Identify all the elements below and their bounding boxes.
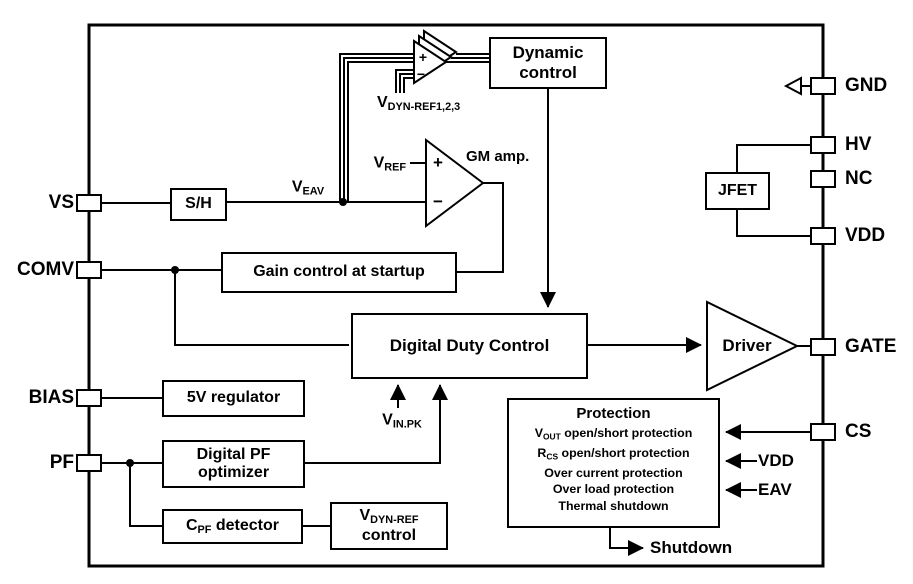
gm-plus-sign: + [433,153,443,172]
cpf-sub: PF [197,523,212,536]
signal-vinpk [382,411,422,430]
prot-0-main: V [534,426,543,441]
wire-veav-cmp-1 [340,54,424,202]
block-vdyn-ref-control [330,502,448,550]
pin-gnd-square [811,78,835,94]
block-jfet [705,172,770,210]
pin-label-nc: NC [845,168,873,189]
block-protection [507,398,720,528]
prot-0-rest: open/short protection [560,426,693,441]
block-label-line1: Digital PF [196,445,271,463]
junction-dot-pf [126,459,134,467]
signal-shutdown: Shutdown [650,538,733,557]
block-label: Digital Duty Control [389,336,550,356]
pin-label-vdd: VDD [845,225,886,246]
block-label [186,517,279,537]
signal-vdynref123 [377,94,460,113]
junction-dots [126,198,347,467]
wire-jfet-vdd [737,210,811,236]
vinpk-main: V [382,411,393,429]
veav-main: V [291,178,303,196]
pin-label-bias: BIAS [28,387,74,408]
block-dynamic-control [489,37,607,89]
pin-gate-square [811,339,835,355]
protection-title: Protection [576,405,651,422]
vdynctl-main: V [359,507,371,525]
pin-cs-square [811,424,835,440]
wire-vdynref-cmp-3 [404,78,414,93]
driver-label: Driver [722,336,772,355]
block-cpf-detector [162,509,303,544]
wire-pf-cpf [130,463,162,526]
block-label: S/H [185,195,212,213]
pin-comv-square [77,262,101,278]
veav-sub: EAV [302,185,325,198]
vdynctl-sub: DYN-REF [370,514,419,527]
pin-label-pf: PF [49,452,74,473]
pin-label-gnd: GND [845,75,888,96]
comparator-plus-sign: + [418,49,428,65]
vdynref123-sub: DYN-REF1,2,3 [387,101,461,114]
gm-minus-sign: − [433,192,443,211]
block-label-line1: Dynamic [512,43,584,63]
cpf-rest: detector [211,516,280,534]
wire-hv-jfet [737,145,811,172]
junction-dot-comv [171,266,179,274]
ground-arrow-icon [786,78,801,94]
pin-label-comv: COMV [17,259,74,280]
protection-item [535,425,693,445]
signal-vref [374,154,406,173]
wire-protection-shutdown [610,528,643,548]
prot-1-rest: open/short protection [558,446,690,461]
prot-1-sub: CS [546,451,559,462]
block-label: 5V regulator [186,389,281,407]
pin-pf-square [77,455,101,471]
pin-hv-square [811,137,835,153]
pin-label-vs: VS [48,192,74,213]
vref-sub: REF [384,161,406,174]
prot-1-main: R [537,446,547,461]
block-label-line2: control [361,526,417,544]
block-gain-control [221,252,457,293]
block-sample-hold [170,188,227,221]
vdynref123-main: V [377,94,388,111]
prot-3-rest: Over load protection [552,482,675,497]
comparator-minus-sign: − [416,66,426,82]
signal-eav-input: EAV [758,480,792,499]
pin-vs-square [77,195,101,211]
prot-0-sub: OUT [543,431,561,442]
block-digital-duty-control [351,313,588,379]
vinpk-sub: IN.PK [392,418,422,431]
block-label-line1 [359,507,418,527]
pin-vdd-square [811,228,835,244]
gm-amp-label: GM amp. [466,148,530,165]
protection-item [544,465,682,482]
block-label-line2: control [519,63,577,82]
junction-dot-veav [339,198,347,206]
cpf-main: C [185,516,198,534]
protection-item [558,498,668,515]
vref-main: V [373,154,385,172]
protection-item [553,481,674,498]
pin-label-cs: CS [845,421,872,442]
block-label: Gain control at startup [253,263,425,281]
block-5v-regulator [162,380,305,417]
signal-vdd-input: VDD [758,451,794,470]
prot-2-rest: Over current protection [544,465,683,480]
block-label-line2: optimizer [197,464,270,481]
pin-bias-square [77,390,101,406]
prot-4-rest: Thermal shutdown [558,498,669,513]
block-digital-pf-optimizer [162,440,305,488]
pin-label-hv: HV [845,134,872,155]
signal-veav [292,178,324,197]
block-label: JFET [717,181,758,199]
pin-label-gate: GATE [845,336,897,357]
wire-veav-cmp-2 [344,58,419,202]
protection-item [537,445,689,465]
pin-nc-square [811,171,835,187]
